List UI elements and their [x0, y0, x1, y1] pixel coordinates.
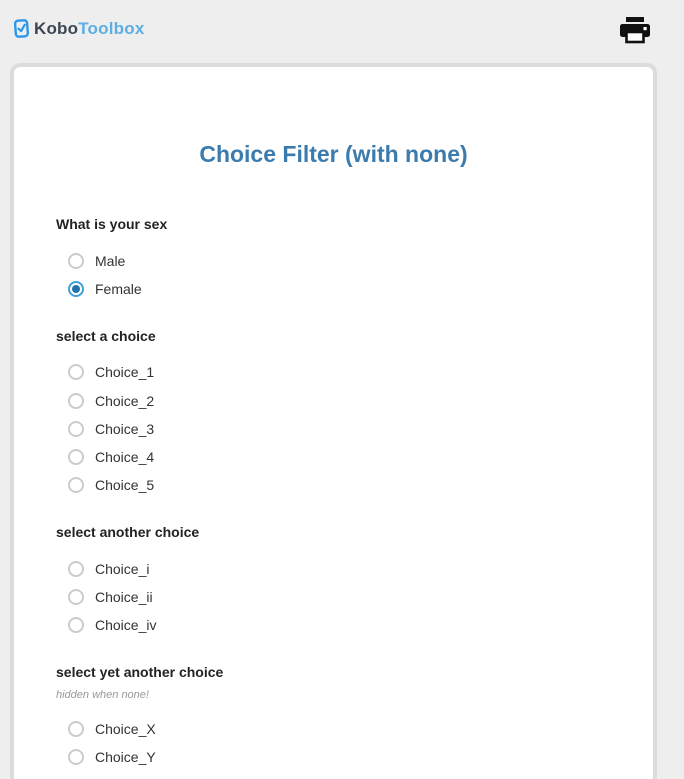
radio-unselected-icon[interactable] — [68, 617, 84, 633]
option-label: Choice_iv — [95, 617, 157, 634]
option-label: Choice_5 — [95, 477, 155, 494]
radio-unselected-icon[interactable] — [68, 364, 84, 380]
question-block — [56, 524, 611, 639]
radio-unselected-icon[interactable] — [68, 421, 84, 437]
option-label: Male — [95, 252, 126, 269]
question-label: What is your sex — [56, 216, 168, 232]
form-title: Choice Filter (with none) — [199, 141, 468, 167]
question-label: select a choice — [56, 327, 156, 344]
question-label: select another choice — [56, 524, 200, 541]
option-label: Choice_2 — [95, 392, 155, 409]
radio-option[interactable] — [56, 611, 611, 639]
kobotoolbox-logo — [14, 19, 144, 39]
option-label: Choice_4 — [95, 448, 155, 465]
questions-container — [56, 216, 611, 771]
question-block — [56, 216, 611, 303]
options-list — [56, 247, 611, 303]
question-block — [56, 664, 611, 771]
printer-icon — [619, 16, 651, 44]
option-label: Choice_3 — [95, 420, 155, 437]
option-label: Choice_ii — [95, 589, 153, 605]
radio-unselected-icon[interactable] — [68, 721, 84, 737]
radio-option[interactable] — [56, 583, 611, 611]
radio-option[interactable] — [56, 715, 611, 743]
radio-option[interactable] — [56, 387, 611, 415]
radio-unselected-icon[interactable] — [68, 393, 84, 409]
question-block — [56, 328, 611, 499]
option-label: Female — [95, 280, 142, 297]
logo-toolbox-text: Toolbox — [78, 19, 145, 38]
question-label: select yet another choice — [56, 664, 224, 681]
radio-option[interactable] — [56, 358, 611, 386]
radio-unselected-icon[interactable] — [68, 253, 84, 269]
radio-unselected-icon[interactable] — [68, 589, 84, 605]
logo-wordmark — [34, 19, 144, 39]
question-hint: hidden when none! — [56, 688, 149, 701]
form-card — [10, 63, 657, 779]
radio-option[interactable] — [56, 247, 611, 275]
options-list — [56, 555, 611, 640]
option-label: Choice_i — [95, 560, 150, 577]
option-label: Choice_1 — [95, 364, 155, 381]
radio-unselected-icon[interactable] — [68, 477, 84, 493]
option-label: Choice_X — [95, 720, 156, 737]
top-bar — [0, 0, 684, 63]
radio-unselected-icon[interactable] — [68, 749, 84, 765]
radio-option[interactable] — [56, 443, 611, 471]
option-label: Choice_Y — [95, 749, 156, 766]
kobotoolbox-logo-icon — [14, 19, 29, 39]
options-list — [56, 358, 611, 499]
radio-option[interactable] — [56, 415, 611, 443]
radio-unselected-icon[interactable] — [68, 449, 84, 465]
radio-option[interactable] — [56, 275, 611, 303]
radio-option[interactable] — [56, 555, 611, 583]
print-button[interactable] — [618, 15, 652, 47]
radio-unselected-icon[interactable] — [68, 561, 84, 577]
radio-option[interactable] — [56, 471, 611, 499]
logo-kobo-text: Kobo — [34, 19, 79, 38]
radio-selected-icon[interactable] — [68, 281, 84, 297]
radio-option[interactable] — [56, 743, 611, 771]
options-list — [56, 715, 611, 771]
